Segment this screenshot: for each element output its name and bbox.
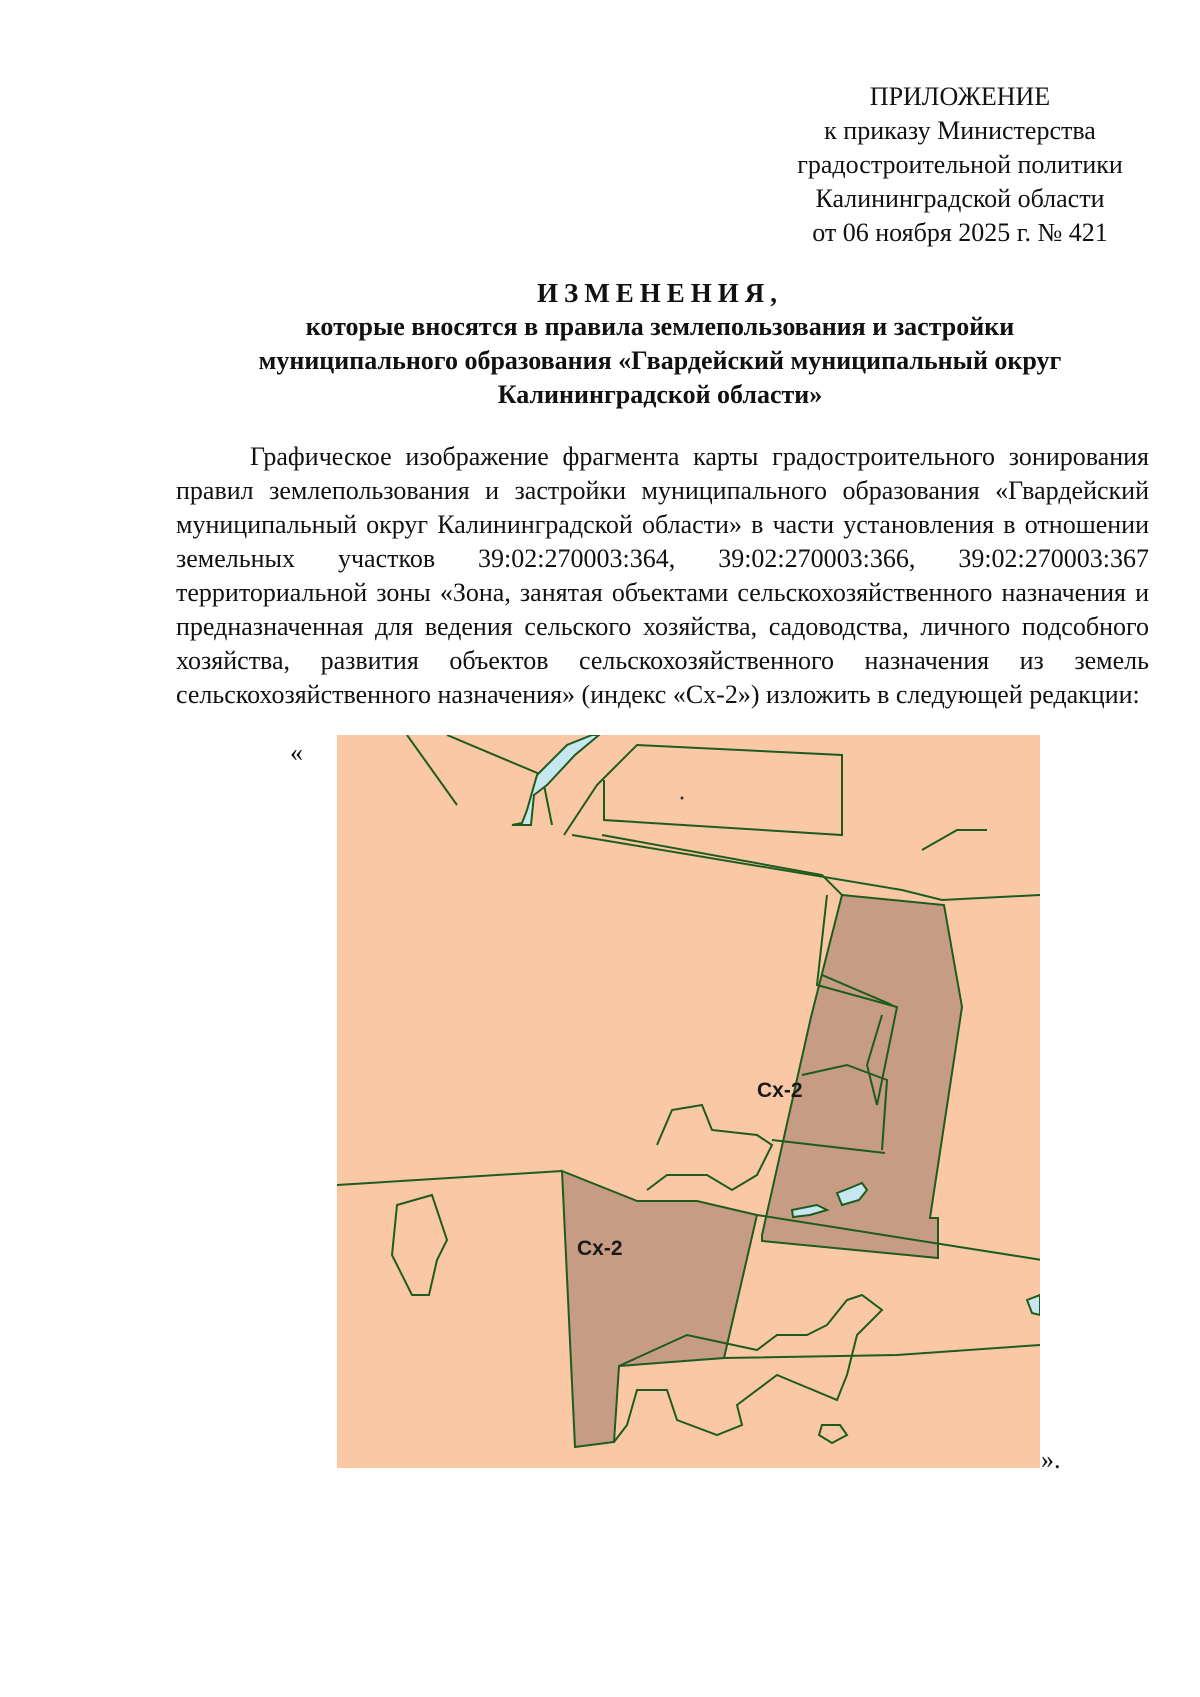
- zoning-map-svg: [337, 735, 1040, 1468]
- quote-close: ».: [1041, 1445, 1061, 1474]
- appendix-date-number: от 06 ноября 2025 г. № 421: [812, 218, 1108, 247]
- body-paragraph: Графическое изображение фрагмента карты градостроительного зонирования правил землепользования и застройки муниципального образования «Гвардейский муниципальный округ Калининградской области» в части установления в отношении земельных участков 39:02:270003:364, 39:02:270003:366, 39:02:270003:367 территориальной зоны «Зона, занятая объектами сельскохозяйственного назначения и предназначенная для ведения сельского хозяйства, садоводства, личного подсобного хозяйства, развития объектов сельскохозяйственного назначения из земель сельскохозяйственного назначения» (индекс «Сх-2») изложить в следующей редакции:: [176, 442, 1149, 709]
- title-line-1: которые вносятся в правила землепользования и застройки: [305, 312, 1015, 341]
- quote-open: «: [290, 738, 303, 767]
- body-text: [176, 440, 1149, 712]
- appendix-order-ref: к приказу Министерства: [824, 116, 1096, 145]
- document-title: [170, 276, 1150, 412]
- appendix-header: [780, 80, 1140, 250]
- map-speck: [681, 797, 684, 800]
- title-line-3: Калининградской области»: [497, 380, 823, 409]
- appendix-ministry: градостроительной политики: [797, 150, 1123, 179]
- zone-label-upper: Сх-2: [757, 1079, 803, 1102]
- zone-label-lower: Сх-2: [577, 1237, 623, 1260]
- zoning-map: [337, 735, 1040, 1468]
- title-heading: ИЗМЕНЕНИЯ,: [536, 278, 783, 308]
- appendix-title: ПРИЛОЖЕНИЕ: [869, 82, 1051, 111]
- title-line-2: муниципального образования «Гвардейский муниципальный округ: [258, 346, 1062, 375]
- appendix-region: Калининградской области: [815, 184, 1105, 213]
